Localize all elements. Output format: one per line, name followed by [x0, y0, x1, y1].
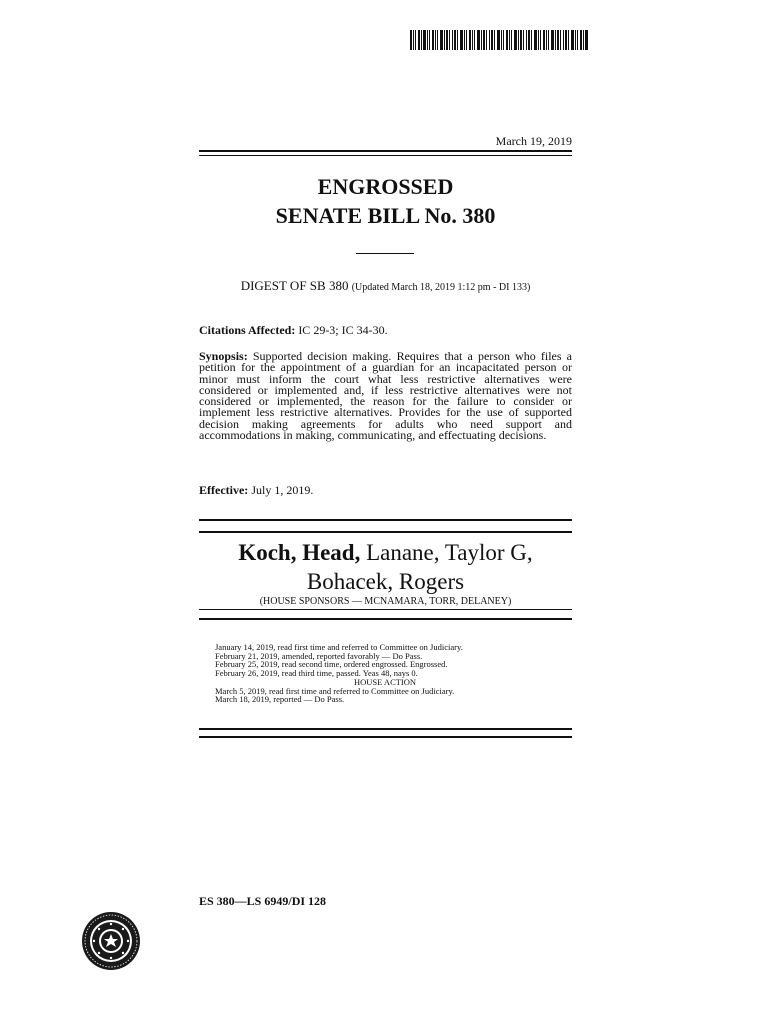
effective-date — [199, 485, 572, 496]
coauthors-line-2: Bohacek, Rogers — [306, 569, 465, 594]
state-seal-icon — [81, 911, 141, 971]
action-item: February 21, 2019, amended, reported favorably — Do Pass. — [215, 650, 423, 661]
effective-text: July 1, 2019. — [251, 483, 314, 497]
barcode-icon — [410, 30, 588, 50]
action-item: February 25, 2019, read second time, ordered engrossed. Engrossed. — [215, 659, 448, 670]
digest-updated: (Updated March 18, 2019 1:12 pm - DI 133) — [351, 282, 531, 293]
synopsis-label: Synopsis: — [199, 349, 248, 363]
divider — [199, 150, 572, 152]
digest-heading — [199, 278, 572, 294]
citations-text: IC 29-3; IC 34-30. — [298, 323, 388, 337]
bill-authors — [199, 538, 572, 596]
bill-identifier: ES 380—LS 6949/DI 128 — [199, 894, 327, 908]
digest-label: DIGEST OF SB 380 — [240, 278, 349, 293]
house-sponsors: (HOUSE SPONSORS — MCNAMARA, TORR, DELANEY) — [259, 596, 512, 607]
citations-label: Citations Affected: — [199, 323, 296, 337]
title-line-1: ENGROSSED — [317, 174, 454, 199]
synopsis — [199, 351, 572, 441]
bill-title — [199, 172, 572, 230]
action-item: March 5, 2019, read first time and referred to Committee on Judiciary. — [215, 685, 455, 696]
divider — [199, 155, 572, 156]
action-item: January 14, 2019, read first time and referred to Committee on Judiciary. — [215, 642, 463, 652]
primary-authors: Koch, Head, — [238, 540, 361, 565]
synopsis-text: Supported decision making. Requires that a person who files a petition for the appointment of a guardian for an incapacitated person or minor must inform the court what less restrictive alternatives were considered or implemented and, if less restrictive alternatives were not considered or implemented, the reason for the failure to consider or implement less restrictive alternatives. Provides for the use of supported decision making agreements for adults who need support and accommodations in making, communicating, and effectuating decisions. — [199, 349, 573, 443]
title-line-2: SENATE BILL No. 380 — [275, 203, 496, 228]
citations-affected — [199, 325, 572, 336]
divider — [199, 531, 572, 533]
authors-line-1 — [199, 538, 572, 567]
coauthors-line-1: Lanane, Taylor G, — [366, 540, 533, 565]
divider — [199, 728, 572, 730]
divider — [199, 609, 572, 610]
divider — [199, 519, 572, 521]
effective-label: Effective: — [199, 483, 249, 497]
action-item: February 26, 2019, read third time, passed. Yeas 48, nays 0. — [215, 668, 418, 679]
bill-date: March 19, 2019 — [495, 134, 572, 148]
title-divider — [356, 253, 414, 254]
action-item: March 18, 2019, reported — Do Pass. — [215, 694, 345, 705]
legislative-history — [215, 643, 555, 704]
house-action-heading: HOUSE ACTION — [353, 676, 417, 687]
divider — [199, 618, 572, 620]
divider — [199, 736, 572, 738]
